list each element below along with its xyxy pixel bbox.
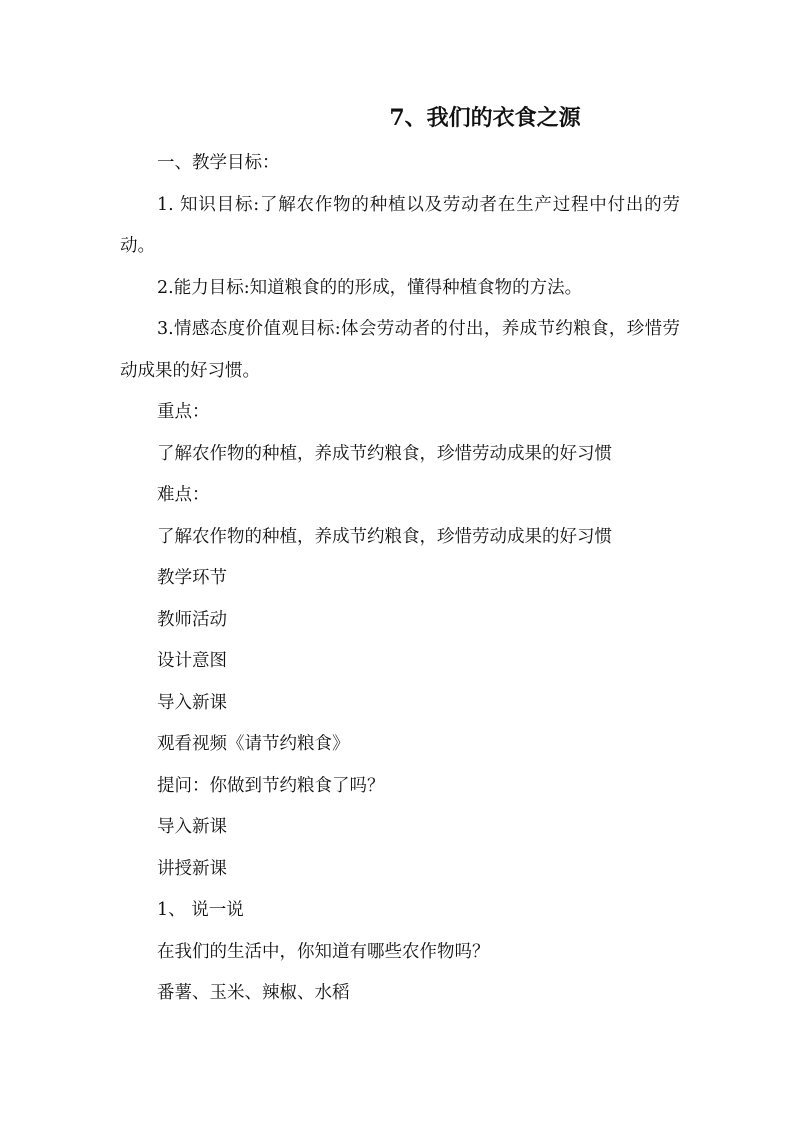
document-body [120, 143, 680, 1015]
design-intent-header: 设计意图 [157, 651, 227, 671]
key-point-label: 重点： [157, 402, 210, 422]
teacher-activity-header: 教师活动 [157, 609, 227, 630]
activity-discuss: 1、 说一说 [157, 900, 244, 920]
key-point-text: 了解农作物的种植，养成节约粮食，珍惜劳动成果的好习惯 [157, 443, 612, 464]
difficulty-text: 了解农作物的种植，养成节约粮食，珍惜劳动成果的好习惯 [157, 526, 612, 547]
objective-ability: 2.能力目标:知道粮食的的形成，懂得种植食物的方法。 [157, 277, 583, 298]
objective-knowledge: 1. 知识目标:了解农作物的种植以及劳动者在生产过程中付出的劳动。 [120, 194, 680, 256]
step-new-lesson: 讲授新课 [157, 858, 227, 879]
activity-discuss-question: 在我们的生活中，你知道有哪些农作物吗？ [157, 941, 490, 962]
section-heading-objectives: 一、教学目标： [157, 153, 280, 173]
activity-discuss-answer: 番薯、玉米、辣椒、水稻 [157, 983, 350, 1003]
step-intro: 导入新课 [157, 692, 227, 713]
objective-attitude: 3.情感态度价值观目标:体会劳动者的付出，养成节约粮食，珍惜劳动成果的好习惯。 [120, 319, 680, 381]
document-title: 7、我们的衣食之源 [389, 105, 581, 131]
activity-video: 观看视频《请节约粮食》 [157, 734, 350, 754]
teaching-step-header: 教学环节 [157, 568, 227, 588]
intent-intro: 导入新课 [157, 817, 227, 837]
activity-question: 提问：你做到节约粮食了吗？ [157, 775, 385, 796]
difficulty-label: 难点： [157, 485, 210, 505]
